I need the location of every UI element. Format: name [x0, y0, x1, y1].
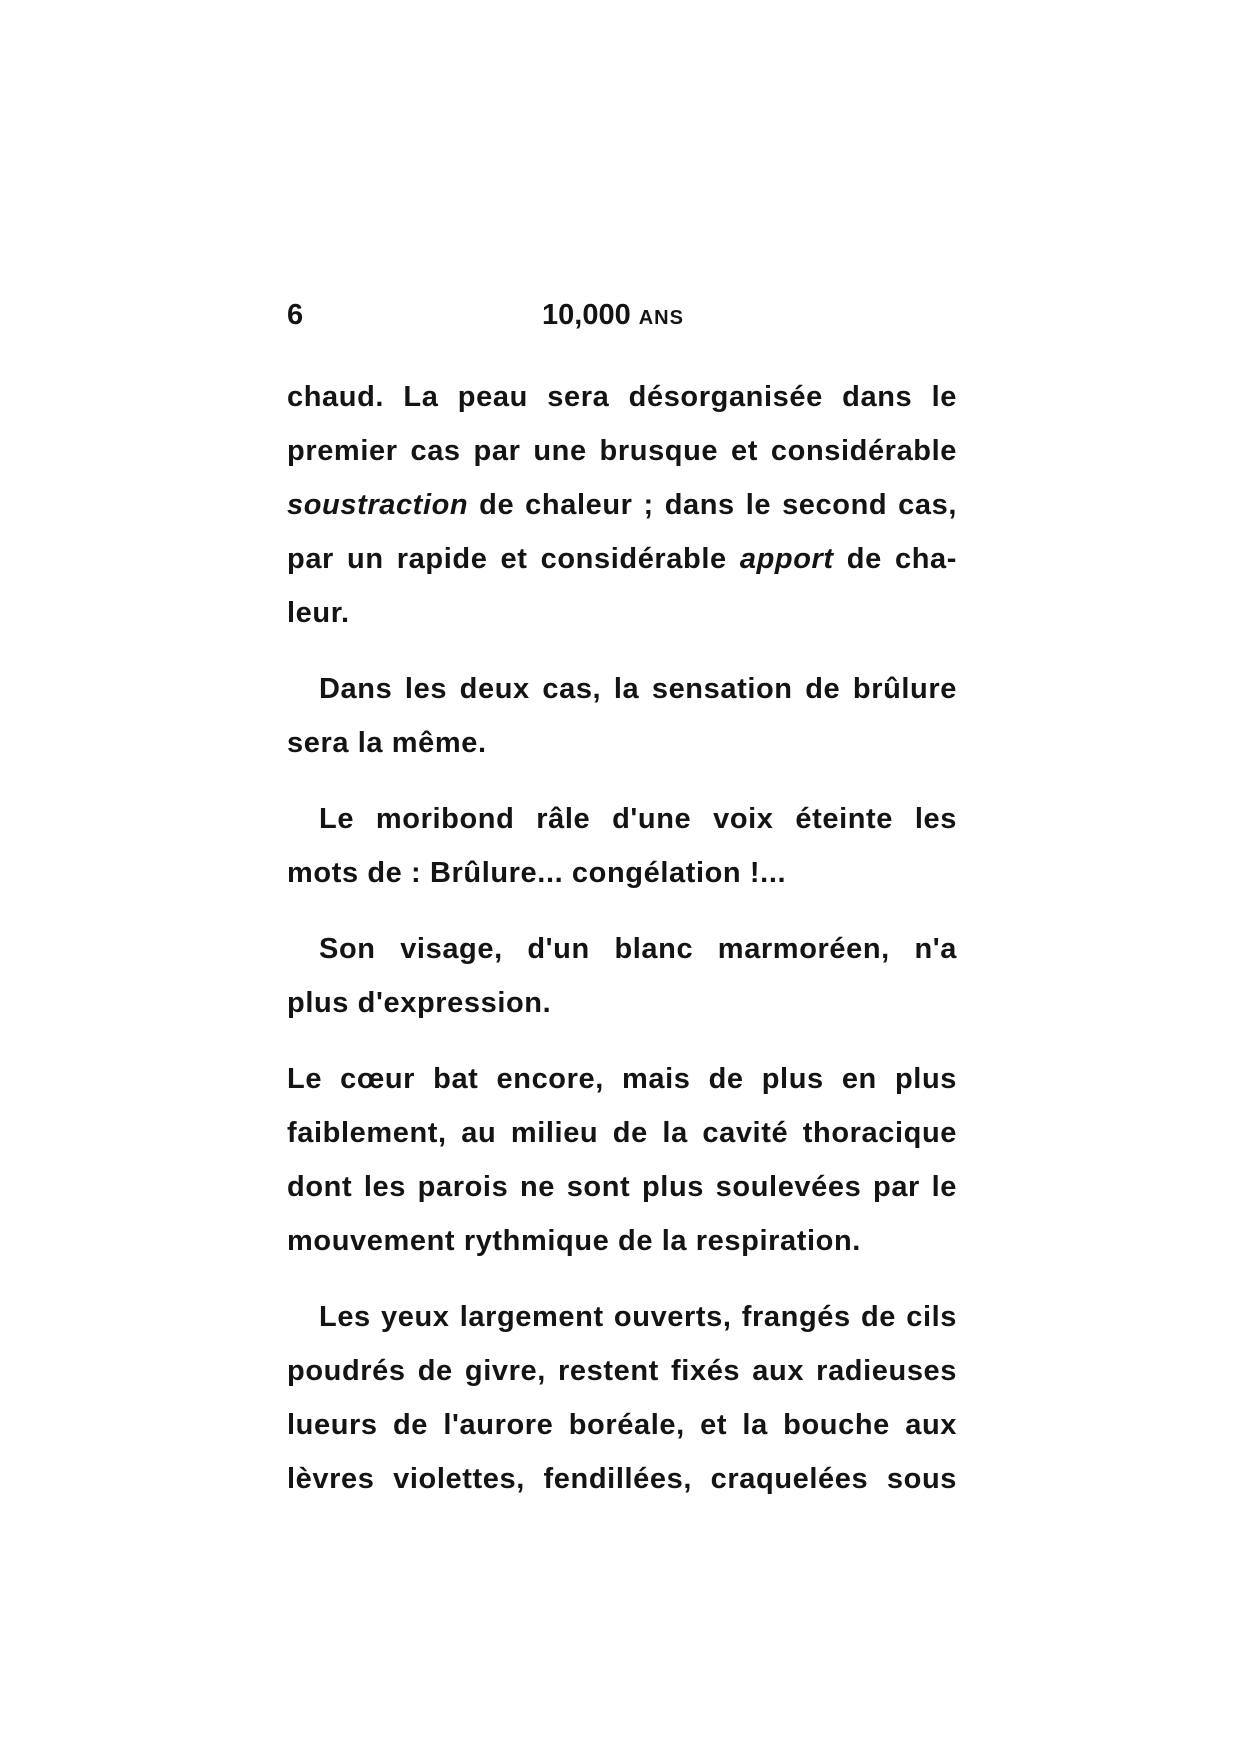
text-line [287, 424, 957, 478]
text-run: plus d'expression. [287, 987, 552, 1019]
text-run: Dans les deux cas, la sensation de brûlure [319, 673, 957, 705]
paragraph [287, 370, 957, 640]
text-line [287, 976, 957, 1030]
text-line [287, 1398, 957, 1452]
paragraph [287, 922, 957, 1030]
text-line [287, 1106, 957, 1160]
text-run: mots de : Brûlure... congélation !... [287, 857, 787, 889]
text-line [287, 662, 957, 716]
text-line [287, 1452, 957, 1506]
paragraph [287, 792, 957, 900]
page-number: 6 [287, 299, 304, 331]
text-line [287, 1160, 957, 1214]
text-run: Son visage, d'un blanc marmoréen, n'a [319, 933, 957, 965]
text-line [287, 1290, 957, 1344]
text-run: Le cœur bat encore, mais de plus en plus [287, 1063, 957, 1095]
book-title [542, 295, 684, 338]
text-run: par un rapide et considérable [287, 543, 740, 575]
text-line [287, 716, 957, 770]
book-title-word: ANS [638, 307, 684, 329]
text-run: de cha- [833, 543, 957, 575]
text-run: premier cas par une brusque et considérable [287, 435, 957, 467]
italic-word: soustraction [287, 489, 469, 521]
book-title-number: 10,000 [542, 299, 631, 331]
running-head [287, 295, 957, 335]
text-run: Le moribond râle d'une voix éteinte les [319, 803, 957, 835]
text-line [287, 922, 957, 976]
italic-word: apport [739, 543, 834, 575]
text-run: chaud. La peau sera désorganisée dans le [287, 381, 957, 413]
text-run: faiblement, au milieu de la cavité thoracique [287, 1117, 957, 1149]
paragraph [287, 662, 957, 770]
paragraph [287, 1290, 957, 1506]
text-line [287, 532, 957, 586]
text-line [287, 1344, 957, 1398]
body-text [287, 370, 957, 1528]
text-line [287, 792, 957, 846]
text-run: sera la même. [287, 727, 487, 759]
text-run: leur. [287, 597, 350, 629]
text-run: Les yeux largement ouverts, frangés de cils [319, 1301, 957, 1333]
text-line [287, 370, 957, 424]
text-run: lueurs de l'aurore boréale, et la bouche aux [287, 1409, 957, 1441]
text-run: mouvement rythmique de la respiration. [287, 1225, 861, 1257]
text-run: poudrés de givre, restent fixés aux radieuses [287, 1355, 957, 1387]
text-line [287, 846, 957, 900]
text-line [287, 1052, 957, 1106]
text-run: lèvres violettes, fendillées, craquelées sous [287, 1463, 957, 1495]
text-line [287, 586, 957, 640]
text-line [287, 1214, 957, 1268]
text-line [287, 478, 957, 532]
text-run: de chaleur ; dans le second cas, [468, 489, 957, 521]
text-run: dont les parois ne sont plus soulevées par le [287, 1171, 957, 1203]
paragraph [287, 1052, 957, 1268]
